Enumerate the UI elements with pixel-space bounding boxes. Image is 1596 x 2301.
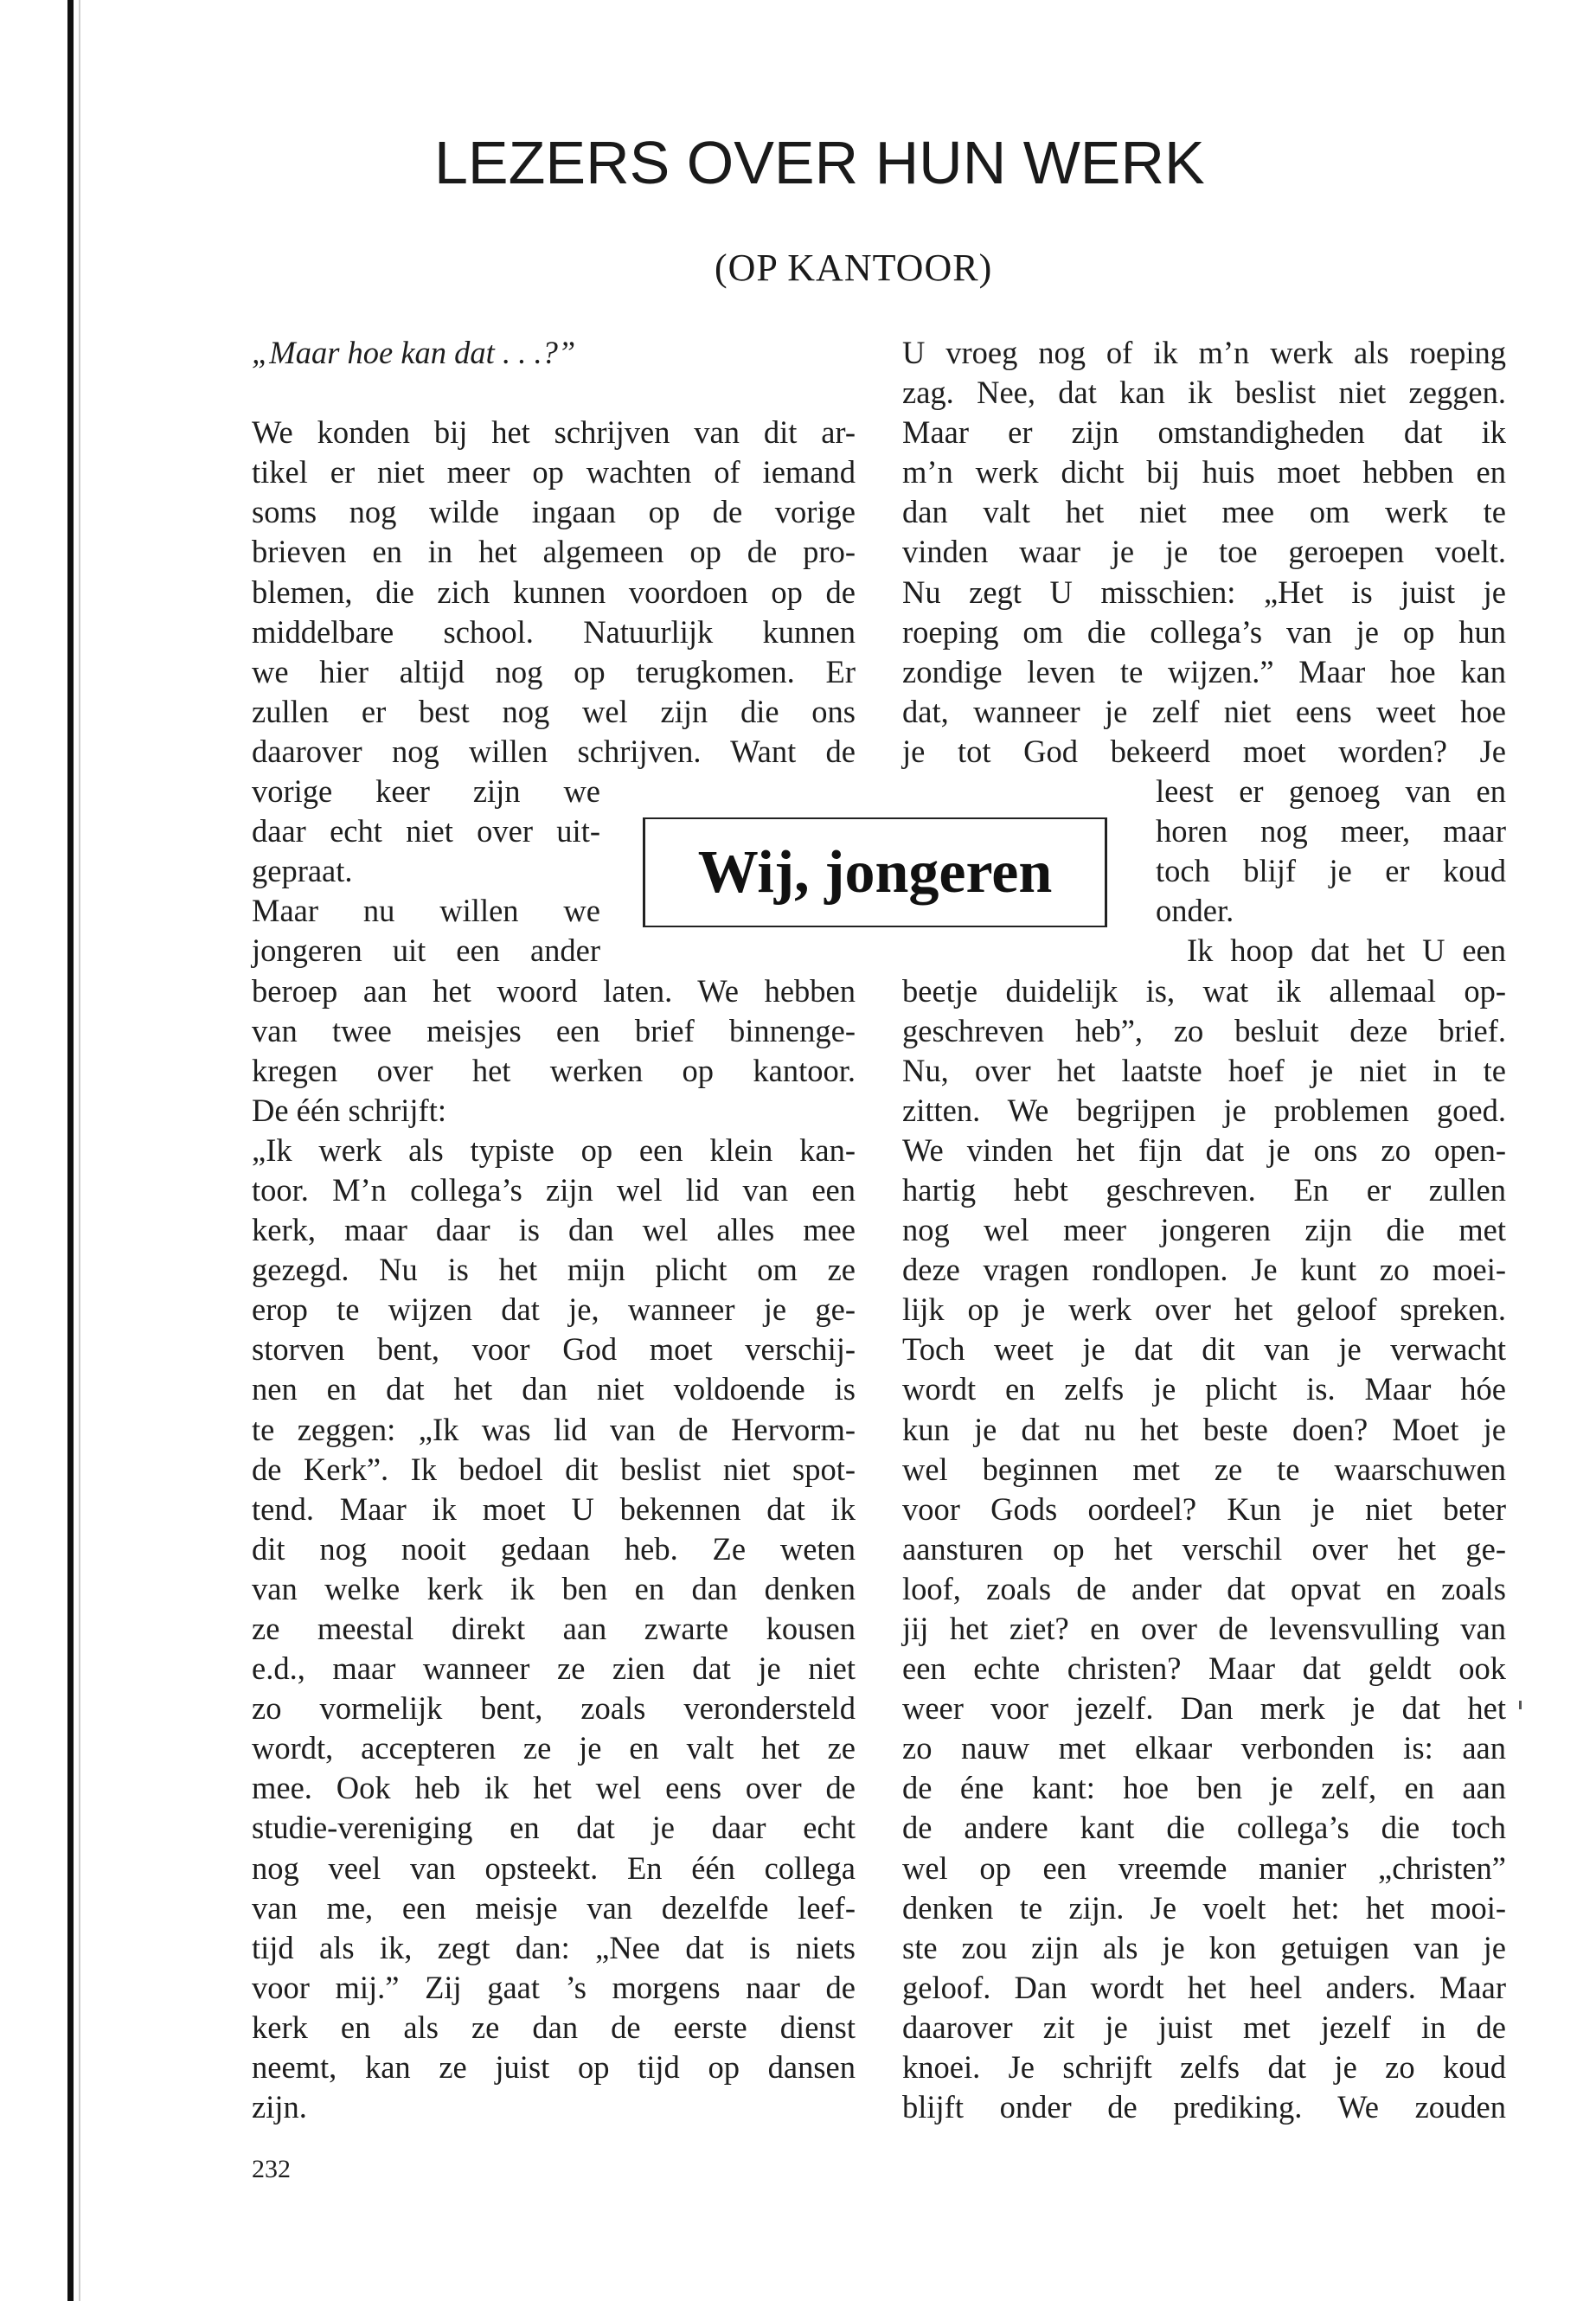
text-line: deze vragen rondlopen. Je kunt zo moei- xyxy=(902,1252,1506,1288)
text-line: geschreven heb”, zo besluit deze brief. xyxy=(902,1012,1506,1048)
text-line: denken te zijn. Je voelt het: het mooi- xyxy=(902,1889,1506,1926)
text-line: blemen, die zich kunnen voordoen op de xyxy=(252,574,856,610)
text-line: zag. Nee, dat kan ik beslist niet zeggen. xyxy=(902,375,1506,411)
text-line: zo nauw met elkaar verbonden is: aan xyxy=(902,1730,1506,1766)
text-line: nen en dat het dan niet voldoende is xyxy=(252,1371,856,1407)
text-line: zijn. xyxy=(252,2089,307,2125)
text-line: ste zou zijn als je kon getuigen van je xyxy=(902,1929,1506,1965)
text-line: kerk, maar daar is dan wel alles mee xyxy=(252,1212,856,1248)
text-line: zo vormelijk bent, zoals verondersteld xyxy=(252,1690,856,1727)
text-line: vorige keer zijn we xyxy=(252,773,600,810)
text-line: je tot God bekeerd moet worden? Je xyxy=(902,733,1506,769)
text-line: kerk en als ze dan de eerste dienst xyxy=(252,2009,856,2045)
text-line: zullen er best nog wel zijn die ons xyxy=(252,693,856,729)
text-line: We vinden het fijn dat je ons zo open- xyxy=(902,1131,1506,1168)
text-line: erop te wijzen dat je, wanneer je ge- xyxy=(252,1292,856,1328)
feature-title: Wij, jongeren xyxy=(697,838,1053,906)
text-line: Nu, over het laatste hoef je niet in te xyxy=(902,1052,1506,1088)
text-line: toor. M’n collega’s zijn wel lid van een xyxy=(252,1171,856,1208)
text-line: de éne kant: hoe ben je zelf, en aan xyxy=(902,1770,1506,1806)
text-line: loof, zoals de ander dat opvat en zoals xyxy=(902,1570,1506,1606)
right-column xyxy=(902,333,1506,2127)
text-line: knoei. Je schrijft zelfs dat je zo koud xyxy=(902,2049,1506,2086)
text-line: beetje duidelijk is, wat ik allemaal op- xyxy=(902,972,1506,1009)
text-line: „Ik werk als typiste op een klein kan- xyxy=(252,1131,856,1168)
text-line: beroep aan het woord laten. We hebben xyxy=(252,972,856,1009)
text-line: soms nog wilde ingaan op de vorige xyxy=(252,494,856,530)
page-title: LEZERS OVER HUN WERK xyxy=(434,129,1205,196)
paragraph-gap xyxy=(252,373,856,413)
text-line: „Maar hoe kan dat . . .?” xyxy=(252,335,576,370)
text-line: wordt, accepteren ze je en valt het ze xyxy=(252,1730,856,1766)
text-line: gezegd. Nu is het mijn plicht om ze xyxy=(252,1252,856,1288)
text-line: roeping om die collega’s van je op hun xyxy=(902,613,1506,650)
text-line: zondige leven te wijzen.” Maar hoe kan xyxy=(902,653,1506,689)
text-line: kun je dat nu het beste doen? Moet je xyxy=(902,1411,1506,1447)
text-line: van twee meisjes een brief binnenge- xyxy=(252,1012,856,1048)
text-line: m’n werk dicht bij huis moet hebben en xyxy=(902,454,1506,490)
text-line: toch blijf je er koud xyxy=(1156,853,1506,889)
text-line: kregen over het werken op kantoor. xyxy=(252,1052,856,1088)
text-line: dit nog nooit gedaan heb. Ze weten xyxy=(252,1530,856,1567)
text-line: dat, wanneer je zelf niet eens weet hoe xyxy=(902,693,1506,729)
text-line: jongeren uit een ander xyxy=(252,933,600,969)
text-line: dan valt het niet mee om werk te xyxy=(902,494,1506,530)
text-line: tend. Maar ik moet U bekennen dat ik xyxy=(252,1490,856,1527)
text-line: storven bent, voor God moet verschij- xyxy=(252,1331,856,1368)
text-line: leest er genoeg van en xyxy=(1156,773,1506,810)
text-line: wel op een vreemde manier „christen” xyxy=(902,1849,1506,1886)
text-line: blijft onder de prediking. We zouden xyxy=(902,2089,1506,2125)
text-line: de Kerk”. Ik bedoel dit beslist niet spot- xyxy=(252,1451,856,1487)
text-line: e.d., maar wanneer ze zien dat je niet xyxy=(252,1650,856,1687)
text-line: onder. xyxy=(1156,893,1234,929)
text-line: daarover nog willen schrijven. Want de xyxy=(252,733,856,769)
text-line: studie-vereniging en dat je daar echt xyxy=(252,1810,856,1846)
text-line: de andere kant die collega’s die toch xyxy=(902,1810,1506,1846)
text-line: nog veel van opsteekt. En één collega xyxy=(252,1849,856,1886)
text-line: Ik hoop dat het U een xyxy=(1187,933,1506,969)
text-line: voor mij.” Zij gaat ’s morgens naar de xyxy=(252,1969,856,2005)
text-line: jij het ziet? en over de levensvulling van xyxy=(902,1611,1506,1646)
text-line: gepraat. xyxy=(252,853,353,889)
text-line: Toch weet je dat dit van je verwacht xyxy=(902,1331,1506,1368)
text-line: van welke kerk ik ben en dan denken xyxy=(252,1570,856,1606)
text-line: aansturen op het verschil over het ge- xyxy=(902,1530,1506,1567)
text-line: We konden bij het schrijven van dit ar- xyxy=(252,414,856,451)
text-line: ze meestal direkt aan zwarte kousen xyxy=(252,1611,856,1646)
text-line: weer voor jezelf. Dan merk je dat het xyxy=(902,1690,1506,1727)
text-line: neemt, kan ze juist op tijd op dansen xyxy=(252,2049,856,2086)
text-line: daar echt niet over uit- xyxy=(252,813,600,849)
text-line: mee. Ook heb ik het wel eens over de xyxy=(252,1770,856,1806)
text-line: voor Gods oordeel? Kun je niet beter xyxy=(902,1490,1506,1527)
left-column xyxy=(252,333,856,2127)
text-line: De één schrijft: xyxy=(252,1092,446,1128)
text-line: een echte christen? Maar dat geldt ook xyxy=(902,1650,1506,1687)
text-line: nog wel meer jongeren zijn die met xyxy=(902,1212,1506,1248)
text-line: wordt en zelfs je plicht is. Maar hóe xyxy=(902,1371,1506,1407)
text-line: wel beginnen met ze te waarschuwen xyxy=(902,1451,1506,1487)
text-line: tikel er niet meer op wachten of iemand xyxy=(252,454,856,490)
text-line: Maar nu willen we xyxy=(252,893,600,929)
text-line: te zeggen: „Ik was lid van de Hervorm- xyxy=(252,1411,856,1447)
text-line: lijk op je werk over het geloof spreken. xyxy=(902,1292,1506,1328)
text-line: daarover zit je juist met jezelf in de xyxy=(902,2009,1506,2045)
text-line: hartig hebt geschreven. En er zullen xyxy=(902,1171,1506,1208)
scan-edge xyxy=(67,0,74,2301)
text-line: Nu zegt U misschien: „Het is juist je xyxy=(902,574,1506,610)
text-line: horen nog meer, maar xyxy=(1156,813,1506,849)
text-line: brieven en in het algemeen op de pro- xyxy=(252,534,856,570)
page-subtitle: (OP KANTOOR) xyxy=(715,247,993,289)
text-line: middelbare school. Natuurlijk kunnen xyxy=(252,613,856,650)
text-line: van me, een meisje van dezelfde leef- xyxy=(252,1889,856,1926)
scan-edge-shadow xyxy=(79,0,80,2301)
text-line: zitten. We begrijpen je problemen goed. xyxy=(902,1092,1506,1128)
scan-speck xyxy=(1519,1701,1522,1709)
text-line: tijd als ik, zegt dan: „Nee dat is niets xyxy=(252,1929,856,1965)
page-number: 232 xyxy=(252,2155,291,2183)
text-line: geloof. Dan wordt het heel anders. Maar xyxy=(902,1969,1506,2005)
text-line: vinden waar je je toe geroepen voelt. xyxy=(902,534,1506,570)
text-line: we hier altijd nog op terugkomen. Er xyxy=(252,653,856,689)
text-line: U vroeg nog of ik m’n werk als roeping xyxy=(902,335,1506,370)
text-line: Maar er zijn omstandigheden dat ik xyxy=(902,414,1506,451)
